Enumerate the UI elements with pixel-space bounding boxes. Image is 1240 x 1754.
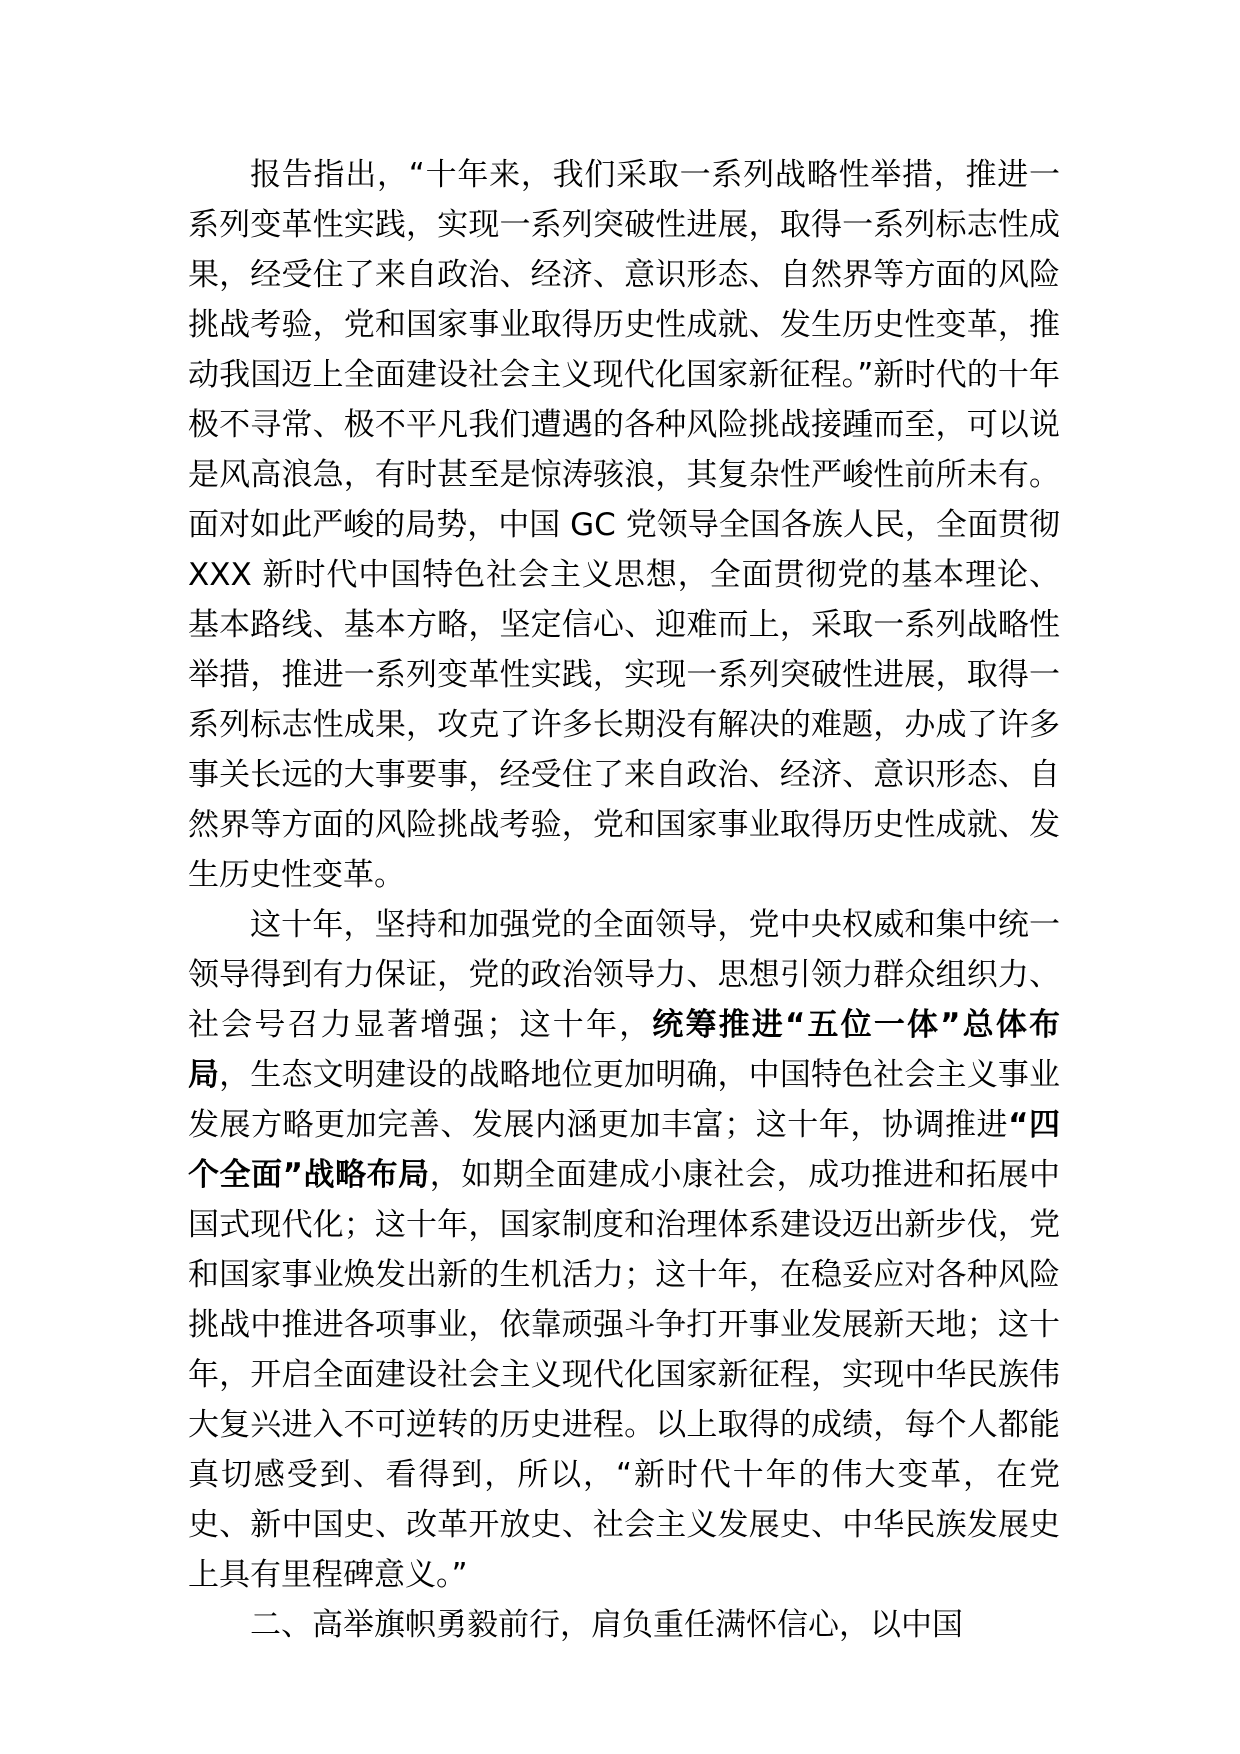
bold-phrase-five-in-one: 统筹推进“五位一体”总体布局 bbox=[188, 1007, 1061, 1093]
paragraph-ten-years bbox=[188, 900, 1060, 1600]
document-page bbox=[188, 150, 1060, 1650]
paragraph-text: 这十年，坚持和加强党的全面领导，党中央权威和集中统一领导得到有力保证，党的政治领导力、思想引领力群众组织力、社会号召力显著增强；这十年， bbox=[188, 907, 1060, 1043]
heading-text: 二、高举旗帜勇毅前行，肩负重任满怀信心，以中国 bbox=[250, 1607, 963, 1643]
paragraph-text: 报告指出，“十年来，我们采取一系列战略性举措，推进一系列变革性实践，实现一系列突破性进展，取得一系列标志性成果，经受住了来自政治、经济、意识形态、自然界等方面的风险挑战考验，党和国家事业取得历史性成就、发生历史性变革，推动我国迈上全面建设社会主义现代化国家新征程。”新时代的十年极不寻常、极不平凡我们遭遇的各种风险挑战接踵而至，可以说是风高浪急，有时甚至是惊涛骇浪，其复杂性严峻性前所未有。面对如此严峻的局势，中国 GC 党领导全国各族人民，全面贯彻 XXX 新时代中国特色社会主义思想，全面贯彻党的基本理论、基本路线、基本方略，坚定信心、迎难而上，采取一系列战略性举措，推进一系列变革性实践，实现一系列突破性进展，取得一系列标志性成果，攻克了许多长期没有解决的难题，办成了许多事关长远的大事要事，经受住了来自政治、经济、意识形态、自然界等方面的风险挑战考验，党和国家事业取得历史性成就、发生历史性变革。 bbox=[188, 157, 1060, 893]
paragraph-text: ，如期全面建成小康社会，成功推进和拓展中国式现代化；这十年，国家制度和治理体系建设迈出新步伐，党和国家事业焕发出新的生机活力；这十年，在稳妥应对各种风险挑战中推进各项事业，依靠顽强斗争打开事业发展新天地；这十年，开启全面建设社会主义现代化国家新征程，实现中华民族伟大复兴进入不可逆转的历史进程。以上取得的成绩，每个人都能真切感受到、看得到，所以，“新时代十年的伟大变革，在党史、新中国史、改革开放史、社会主义发展史、中华民族发展史上具有里程碑意义。” bbox=[188, 1157, 1061, 1593]
paragraph-report-summary bbox=[188, 150, 1060, 900]
paragraph-text: ，生态文明建设的战略地位更加明确，中国特色社会主义事业发展方略更加完善、发展内涵更加丰富；这十年，协调推进 bbox=[188, 1057, 1061, 1143]
bold-phrase-four-comprehensives: “四个全面”战略布局 bbox=[188, 1107, 1061, 1193]
section-heading-two bbox=[188, 1600, 1060, 1650]
